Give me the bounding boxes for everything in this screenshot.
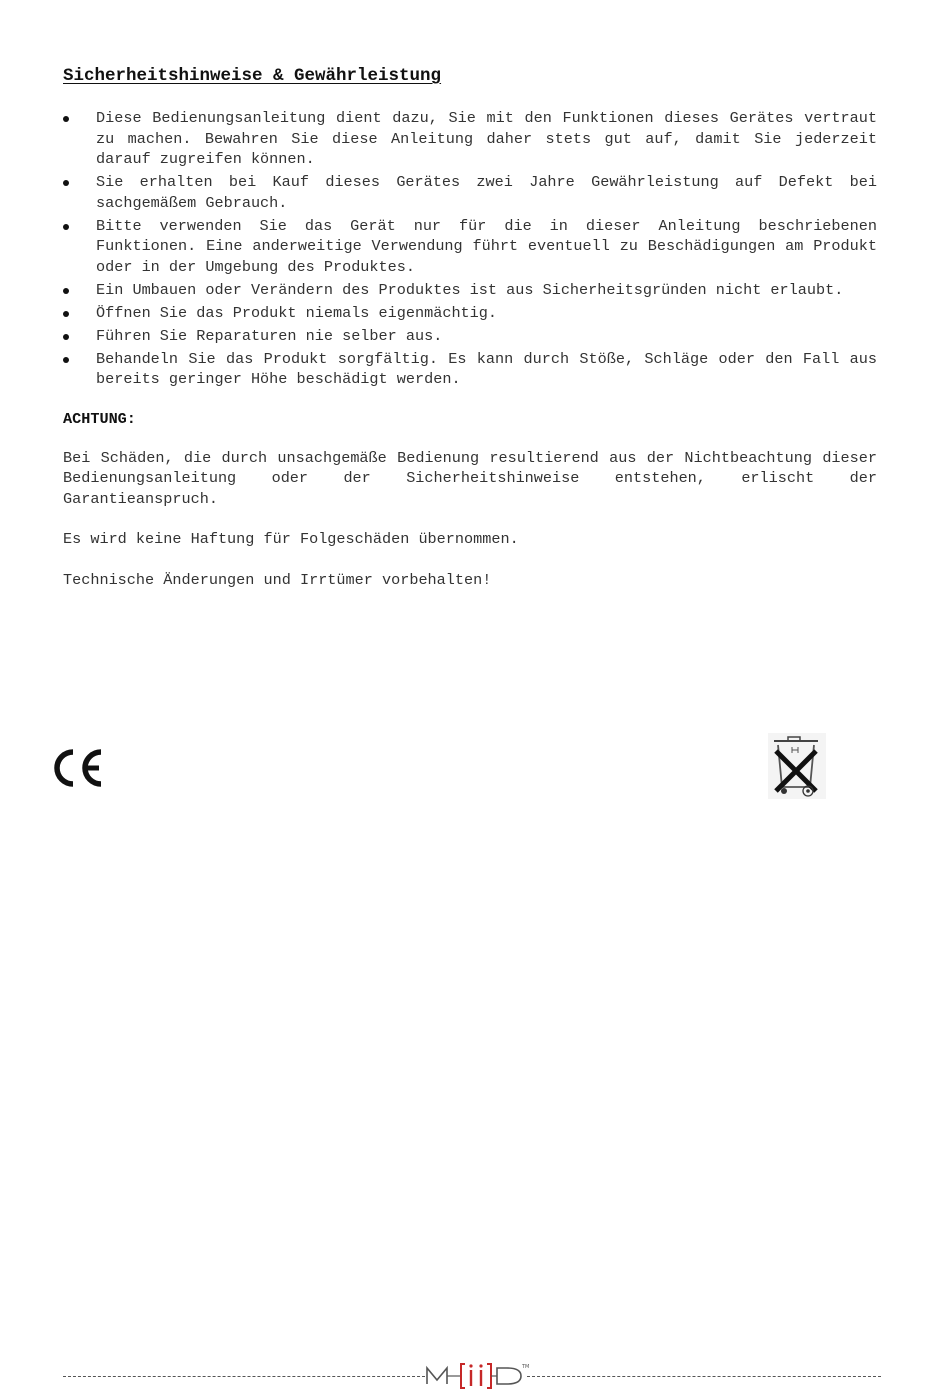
document-page [63, 66, 877, 590]
svg-text:TM: TM [522, 1364, 529, 1370]
list-item: Behandeln Sie das Produkt sorgfältig. Es kann durch Stöße, Schläge oder den Fall aus bereits geringer Höhe beschädigt werden. [63, 349, 877, 390]
disclaimer-paragraph: Technische Änderungen und Irrtümer vorbehalten! [63, 570, 492, 589]
list-item: Führen Sie Reparaturen nie selber aus. [63, 326, 877, 347]
footer-divider-right [527, 1376, 881, 1377]
bullet-icon [63, 288, 69, 294]
page-title: Sicherheitshinweise & Gewährleistung [63, 66, 442, 86]
mid-brand-logo [425, 1360, 529, 1390]
warranty-paragraph: Bei Schäden, die durch unsachgemäße Bedienung resultierend aus der Nichtbeachtung dieser Bedienungsanleitung oder der Sicherheitshinweise entstehen, erlischt der Garantieanspruch. [63, 448, 877, 508]
ce-mark-icon [51, 747, 105, 789]
list-item: Öffnen Sie das Produkt niemals eigenmächtig. [63, 303, 877, 324]
bullet-icon [63, 116, 69, 122]
list-item: Ein Umbauen oder Verändern des Produktes ist aus Sicherheitsgründen nicht erlaubt. [63, 280, 877, 301]
bullet-icon [63, 334, 69, 340]
liability-paragraph: Es wird keine Haftung für Folgeschäden übernommen. [63, 530, 519, 548]
list-item: Sie erhalten bei Kauf dieses Gerätes zwei Jahre Gewährleistung auf Defekt bei sachgemäßem Gebrauch. [63, 172, 877, 213]
bullet-icon [63, 224, 69, 230]
bullet-icon [63, 311, 69, 317]
list-item: Bitte verwenden Sie das Gerät nur für die in dieser Anleitung beschriebenen Funktionen. Eine anderweitige Verwendung führt eventuell zu Beschädigungen am Produkt oder in der Umgebung des Produktes. [63, 216, 877, 278]
bullet-icon [63, 180, 69, 186]
crossed-out-wheelie-bin-icon [768, 733, 826, 799]
warning-heading: ACHTUNG: [63, 409, 136, 428]
bullet-icon [63, 357, 69, 363]
safety-list [63, 108, 877, 390]
list-item: Diese Bedienungsanleitung dient dazu, Sie mit den Funktionen dieses Gerätes vertraut zu machen. Bewahren Sie diese Anleitung daher stets gut auf, damit Sie jederzeit darauf zugreifen können. [63, 108, 877, 170]
footer-divider-left [63, 1376, 425, 1377]
